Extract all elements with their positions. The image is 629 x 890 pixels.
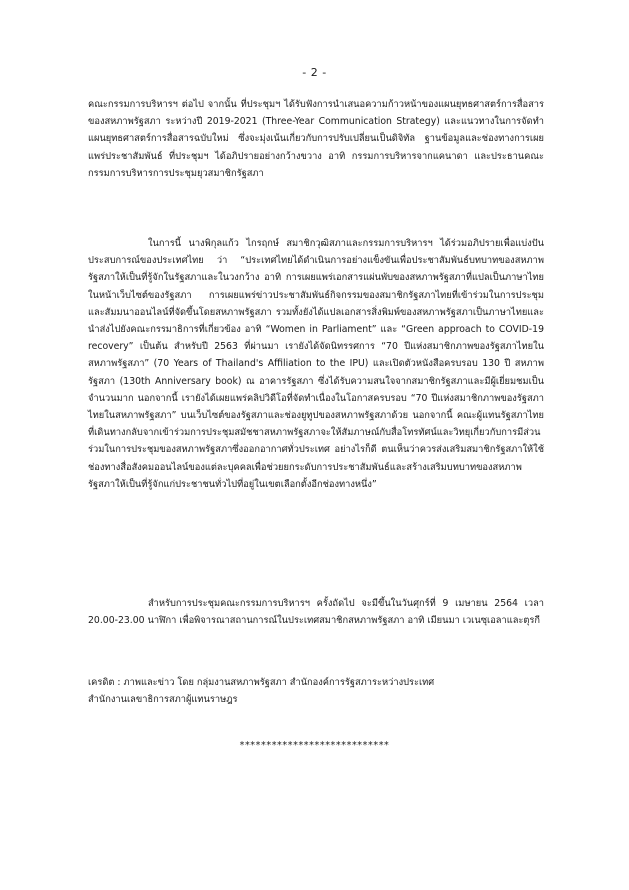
credit-block (88, 674, 544, 708)
paragraph-text: ในการนี้ นางพิกุลแก้ว ไกรฤกษ์ สมาชิกวุฒิสภาและกรรมการบริหารฯ ได้ร่วมอภิปรายเพื่อแบ่งปันประสบการณ์ของประเทศไทย ว่า “ประเทศไทยได้ดำเนินการอย่างแข็งขันเพื่อประชาสัมพันธ์บทบาทของสหภาพรัฐสภาให้เป็นที่รู้จักในรัฐสภาและในวงกว้าง อาทิ การเผยแพร่เอกสารแผ่นพับของสหภาพรัฐสภาที่แปลเป็นภาษาไทยในหน้าเว็บไซต์ของรัฐสภา การเผยแพร่ข่าวประชาสัมพันธ์กิจกรรมของสมาชิกรัฐสภาไทยที่เข้าร่วมในการประชุมและสัมมนาออนไลน์ที่จัดขึ้นโดยสหภาพรัฐสภา รวมทั้งยังได้แปลเอกสารสิ่งพิมพ์ของสหภาพรัฐสภาเป็นภาษาไทยและนำส่งไปยังคณะกรรมาธิการที่เกี่ยวข้อง อาทิ “Women in Parliament” และ “Green approach to COVID-19 recovery” เป็นต้น สำหรับปี 2563 ที่ผ่านมา เรายังได้จัดนิทรรศการ “70 ปีแห่งสมาชิกภาพของรัฐสภาไทยในสหภาพรัฐสภา” (70 Years of Thailand's Affiliation to the IPU) และเปิดตัวหนังสือครบรอบ 130 ปี สหภาพรัฐสภา (130th Anniversary book) ณ อาคารรัฐสภา ซึ่งได้รับความสนใจจากสมาชิกรัฐสภาและมีผู้เยี่ยมชมเป็นจำนวนมาก นอกจากนี้ เรายังได้เผยแพร่คลิปวิดีโอที่จัดทำเนื่องในโอกาสครบรอบ “70 ปีแห่งสมาชิกภาพของรัฐสภาไทยในสหภาพรัฐสภา” บนเว็บไซต์ของรัฐสภาและช่องยูทูปของสหภาพรัฐสภาด้วย นอกจากนี้ คณะผู้แทนรัฐสภาไทยที่เดินทางกลับจากเข้าร่วมการประชุมสมัชชาสหภาพรัฐสภาจะให้สัมภาษณ์กับสื่อโทรทัศน์และวิทยุเกี่ยวกับการมีส่วนร่วมในการประชุมของสหภาพรัฐสภาซึ่งออกอากาศทั่วประเทศ อย่างไรก็ดี ตนเห็นว่าควรส่งเสริมสมาชิกรัฐสภาให้ใช้ช่องทางสื่อสังคมออนไลน์ของแต่ละบุคคลเพื่อช่วยยกระดับการประชาสัมพันธ์และสร้างเสริมบทบาทของสหภาพรัฐสภาให้เป็นที่รู้จักแก่ประชาชนทั่วไปที่อยู่ในเขตเลือกตั้งอีกช่องทางหนึ่ง” (88, 238, 544, 490)
paragraph-next-meeting (88, 595, 544, 629)
asterisk-separator: **************************** (239, 740, 390, 751)
paragraph-text: สำหรับการประชุมคณะกรรมการบริหารฯ ครั้งถัดไป จะมีขึ้นในวันศุกร์ที่ 9 เมษายน 2564 เวลา 20.00-23.00 นาฬิกา เพื่อพิจารณาสถานการณ์ในประเทศสมาชิกสหภาพรัฐสภา อาทิ เมียนมา เวเนซุเอลาและตุรกี (88, 598, 544, 627)
page-number: - 2 - (302, 66, 327, 79)
paragraph-thailand-experience (88, 235, 544, 493)
paragraph-text: คณะกรรมการบริหารฯ ต่อไป จากนั้น ที่ประชุมฯ ได้รับฟังการนำเสนอความก้าวหน้าของแผนยุทธศาสตร์การสื่อสารของสหภาพรัฐสภา ระหว่างปี 2019-2021 (Three-Year Communication Strategy) และแนวทางในการจัดทำแผนยุทธศาสตร์การสื่อสารฉบับใหม่ ซึ่งจะมุ่งเน้นเกี่ยวกับการปรับเปลี่ยนเป็นดิจิทัล ฐานข้อมูลและช่องทางการเผยแพร่ประชาสัมพันธ์ ที่ประชุมฯ ได้อภิปรายอย่างกว้างขวาง อาทิ กรรมการบริหารจากแคนาดา และประธานคณะกรรมการบริหารการประชุมยุวสมาชิกรัฐสภา (88, 99, 544, 179)
credit-line-1: เครดิต : ภาพและข่าว โดย กลุ่มงานสหภาพรัฐสภา สำนักองค์การรัฐสภาระหว่างประเทศ (88, 677, 435, 688)
paragraph-executive-committee (88, 96, 544, 182)
credit-line-2: สำนักงานเลขาธิการสภาผู้แทนราษฎร (88, 694, 238, 706)
